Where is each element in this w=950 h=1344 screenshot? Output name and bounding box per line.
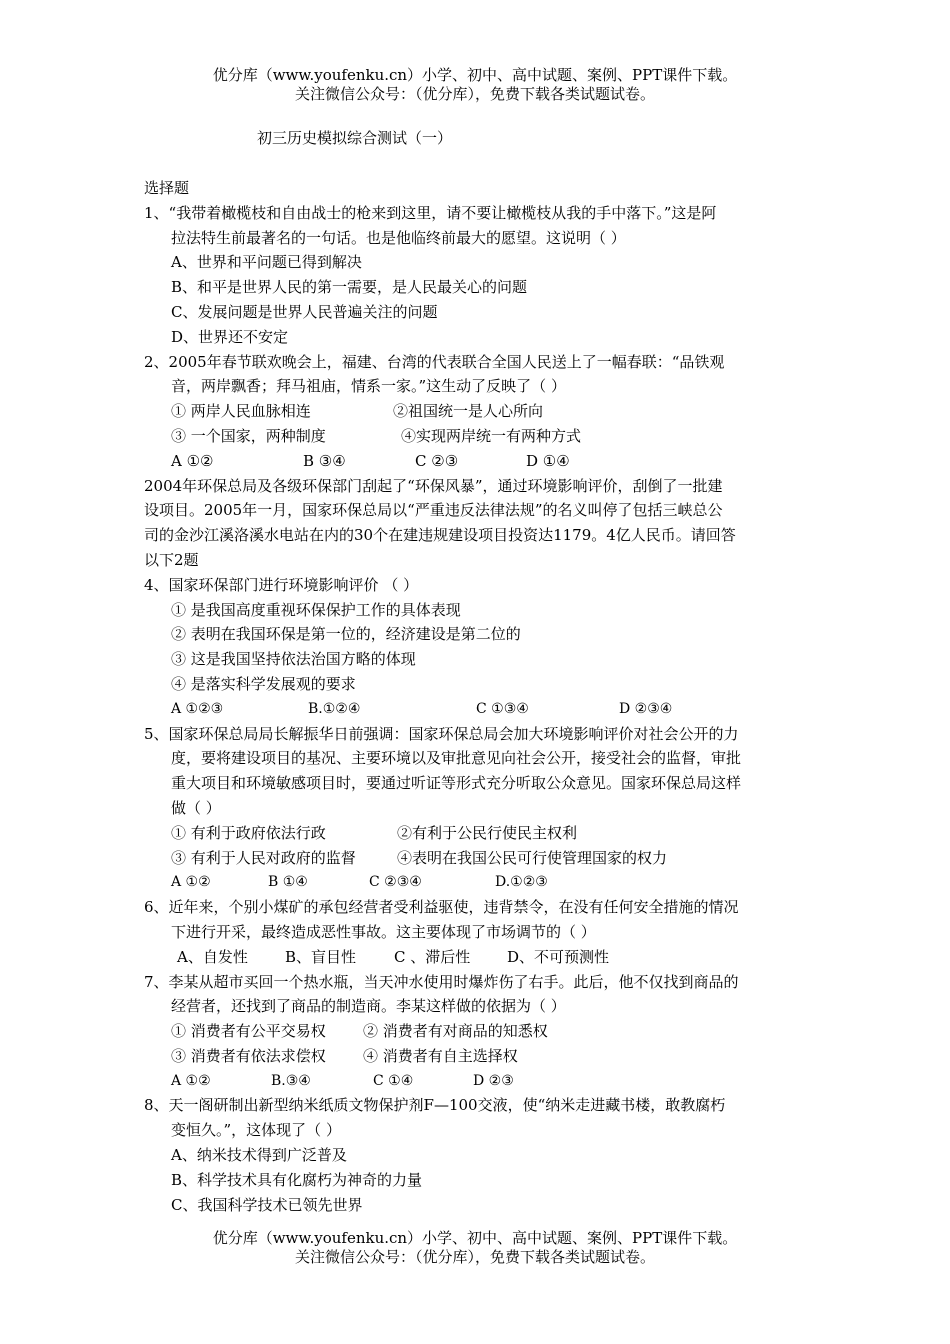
passage-text: 司的金沙江溪洛溪水电站在内的30个在建违规建设项目投资达1179。4亿人民币。请回答 [144,526,736,545]
question-text: 变恒久。”，这体现了（ ） [171,1121,341,1140]
reading-passage [144,474,809,573]
option-d: D ②③ [473,1072,514,1089]
question-4 [144,573,809,722]
option-b: B.③④ [271,1072,311,1089]
question-1 [144,201,809,350]
option-d: D ②③④ [619,700,673,717]
option-c: C ②③④ [369,874,422,891]
question-text: 1、“我带着橄榄枝和自由战士的枪来到这里，请不要让橄榄枝从我的手中落下。”这是阿 [144,203,717,222]
statement-1: ① 两岸人民血脉相连 [171,402,311,421]
statement-3: ③ 这是我国坚持依法治国方略的体现 [171,650,416,669]
statement-row [144,821,809,846]
statement-4: ④实现两岸统一有两种方式 [401,426,582,445]
statement-row [144,846,809,871]
section-heading: 选择题 [144,179,190,197]
option-row [144,449,809,474]
statement-4: ④ 消费者有自主选择权 [363,1046,518,1065]
footer-line-2: 关注微信公众号：（优分库），免费下载各类试题试卷。 [294,1248,655,1266]
option-c: C、我国科学技术已领先世界 [171,1195,363,1214]
question-text: 6、近年来，个别小煤矿的承包经营者受利益驱使，违背禁令，在没有任何安全措施的情况 [144,898,739,917]
option-a: A、纳米技术得到广泛普及 [171,1146,347,1165]
option-b: B、和平是世界人民的第一需要，是人民最关心的问题 [171,278,528,297]
statement-1: ① 消费者有公平交易权 [171,1022,326,1041]
statement-4: ④ 是落实科学发展观的要求 [171,674,356,693]
option-a: A ①② [171,874,211,891]
question-text: 重大项目和环境敏感项目时，要通过听证等形式充分听取公众意见。国家环保总局这样 [171,774,742,793]
option-a: A、自发性 [177,947,248,966]
statement-1: ① 是我国高度重视环保保护工作的具体表现 [171,600,461,619]
option-row [144,697,809,722]
question-6 [144,895,809,969]
question-text: 7、李某从超市买回一个热水瓶，当天冲水使用时爆炸伤了右手。此后，他不仅找到商品的 [144,972,739,991]
statement-3: ③ 消费者有依法求偿权 [171,1046,326,1065]
question-text: 拉法特生前最著名的一句话。也是他临终前最大的愿望。这说明（ ） [171,228,626,247]
question-text: 4、国家环保部门进行环境影响评价 （ ） [144,575,419,594]
question-text: 8、天一阁研制出新型纳米纸质文物保护剂F—100交液，使“纳米走进藏书楼，敢教腐朽 [144,1096,726,1115]
option-c: C ①④ [373,1072,414,1089]
header-line-2: 关注微信公众号：（优分库），免费下载各类试题试卷。 [294,85,655,103]
question-text: 做（ ） [171,798,221,817]
statement-row [144,424,809,449]
page-footer [0,1229,950,1267]
question-text: 2、2005年春节联欢晚会上，福建、台湾的代表联合全国人民送上了一幅春联：“品铁观 [144,352,725,371]
option-a: A、世界和平问题已得到解决 [171,253,362,272]
option-c: C ①③④ [476,700,529,717]
passage-text: 设项目。2005年一月，国家环保总局以“严重违反法律法规”的名义叫停了包括三峡总公 [144,501,723,520]
option-a: A ①② [171,451,214,470]
option-b: B ①④ [268,874,308,891]
option-b: B、科学技术具有化腐朽为神奇的力量 [171,1170,423,1189]
option-b: B ③④ [303,451,346,470]
question-text: 度，要将建设项目的基况、主要环境以及审批意见向社会公开，接受社会的监督，审批 [171,749,742,768]
option-c: C、发展问题是世界人民普遍关注的问题 [171,302,438,321]
statement-3: ③ 有利于人民对政府的监督 [171,848,356,867]
question-2 [144,350,809,474]
option-d: D.①②③ [495,874,548,891]
page-header [0,66,950,104]
document-title: 初三历史模拟综合测试（一） [257,129,453,147]
statement-2: ② 表明在我国环保是第一位的，经济建设是第二位的 [171,625,521,644]
statement-2: ②祖国统一是人心所向 [393,402,544,421]
document-body [144,176,809,1217]
passage-text: 2004年环保总局及各级环保部门刮起了“环保风暴”，通过环境影响评价，刮倒了一批建 [144,476,723,495]
option-row [144,1069,809,1094]
option-a: A ①② [171,1072,211,1089]
option-c: C 、滞后性 [394,947,471,966]
statement-4: ④表明在我国公民可行使管理国家的权力 [397,848,668,867]
option-d: D ①④ [526,451,570,470]
passage-text: 以下2题 [144,550,199,569]
statement-row [144,1044,809,1069]
statement-1: ① 有利于政府依法行政 [171,823,326,842]
option-b: B.①②④ [308,700,361,717]
question-text: 经营者，还找到了商品的制造商。李某这样做的依据为（ ） [171,997,566,1016]
option-a: A ①②③ [171,700,224,717]
question-7 [144,970,809,1094]
option-d: D、不可预测性 [507,947,610,966]
option-row [144,945,809,970]
question-text: 音，两岸飘香；拜马祖庙，情系一家。”这生动了反映了（ ） [171,377,566,396]
header-line-1: 优分库（www.youfenku.cn）小学、初中、高中试题、案例、PPT课件下载。 [212,66,738,84]
statement-2: ② 消费者有对商品的知悉权 [363,1022,548,1041]
option-c: C ②③ [415,451,459,470]
statement-2: ②有利于公民行使民主权利 [397,823,578,842]
statement-3: ③ 一个国家，两种制度 [171,426,326,445]
statement-row [144,399,809,424]
statement-row [144,1019,809,1044]
option-d: D、世界还不安定 [171,327,289,346]
footer-line-1: 优分库（www.youfenku.cn）小学、初中、高中试题、案例、PPT课件下载。 [212,1229,738,1247]
question-8 [144,1093,809,1217]
option-b: B、盲目性 [285,947,357,966]
question-text: 下进行开采，最终造成恶性事故。这主要体现了市场调节的（ ） [171,922,596,941]
option-row [144,870,809,895]
question-text: 5、国家环保总局局长解振华日前强调：国家环保总局会加大环境影响评价对社会公开的力 [144,724,739,743]
question-5 [144,722,809,896]
